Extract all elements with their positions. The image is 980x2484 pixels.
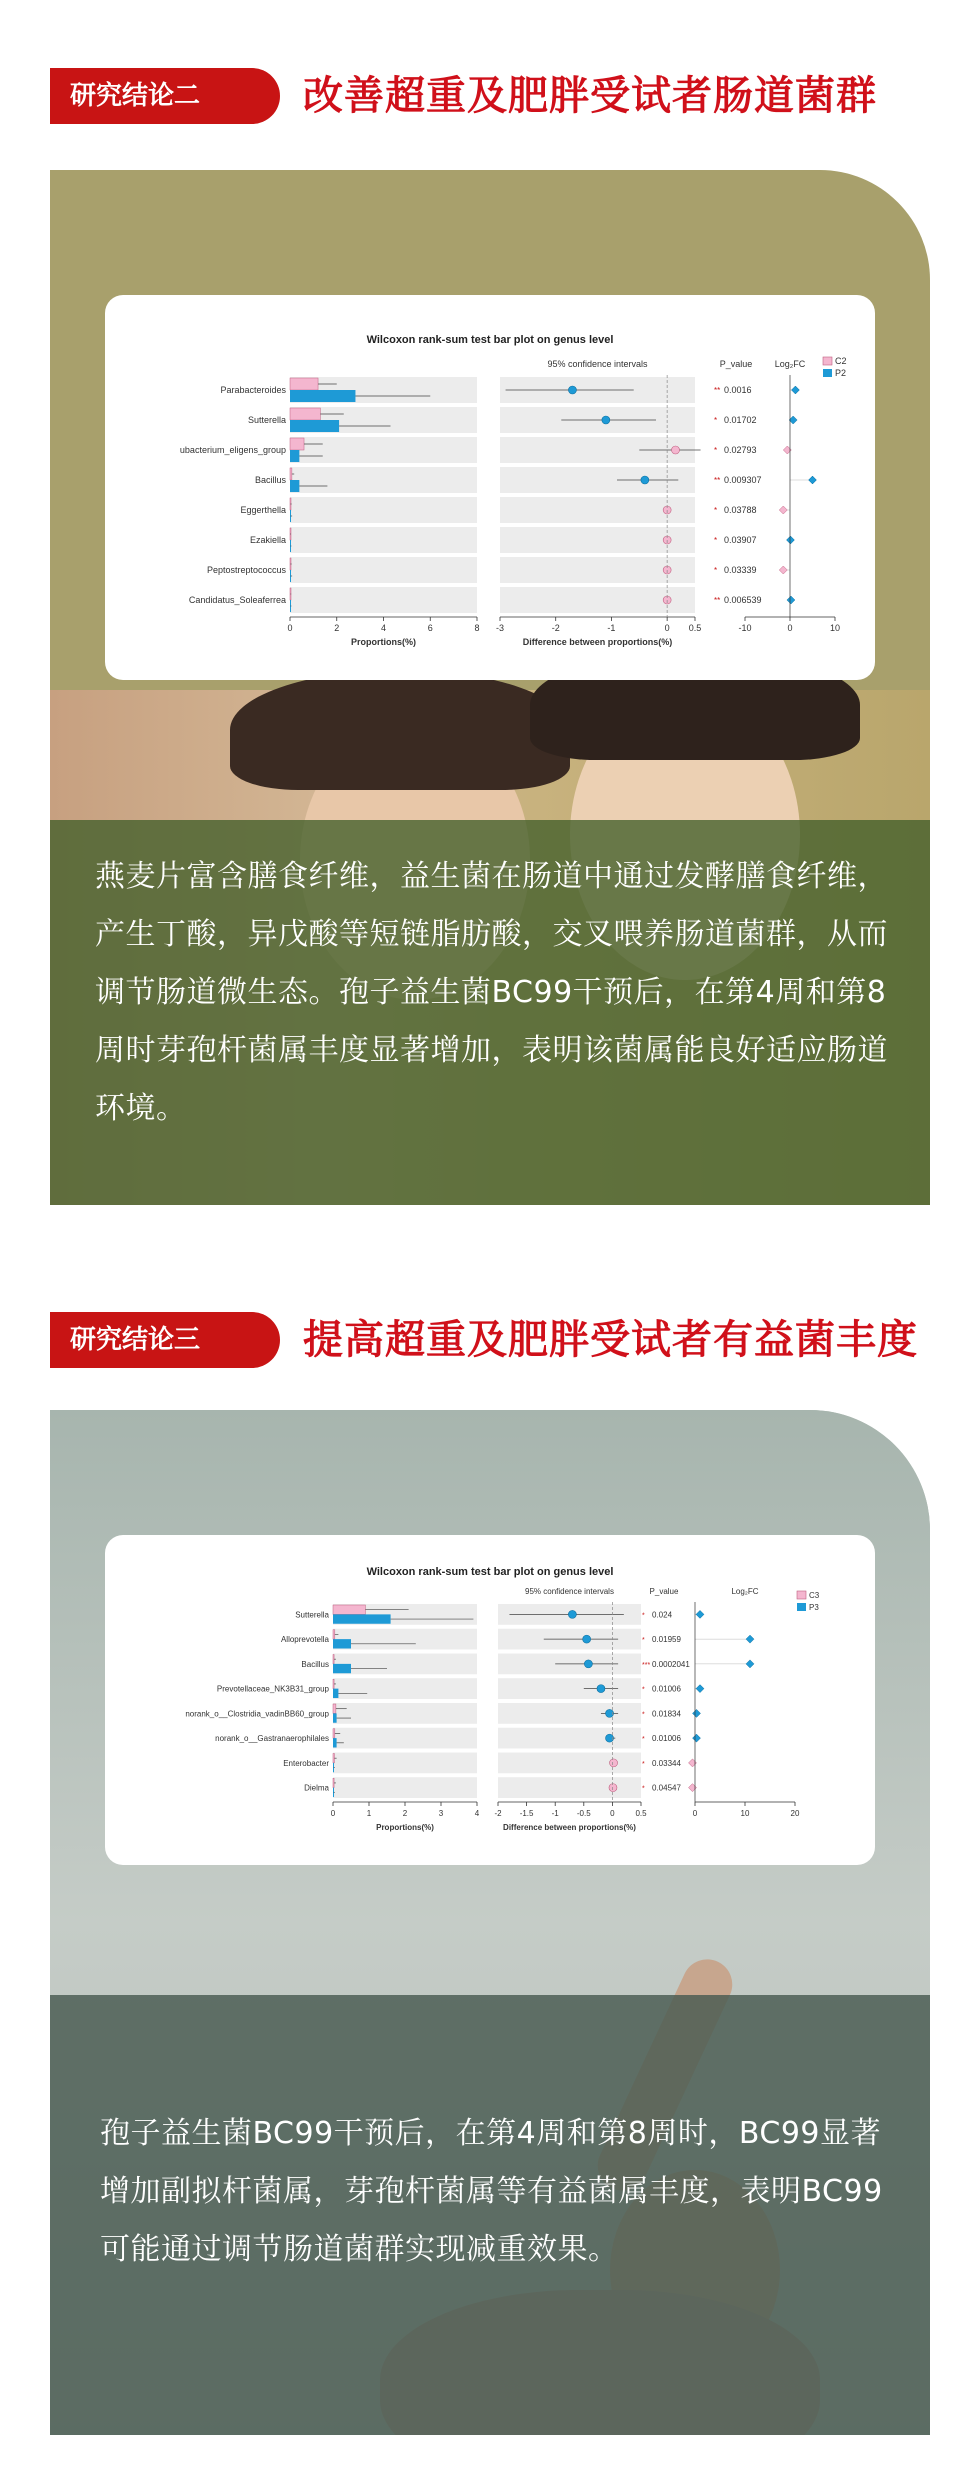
diff-axis-label: Difference between proportions(%) — [522, 637, 673, 647]
bar-probiotic — [333, 1738, 337, 1747]
pvalue: 0.01834 — [652, 1709, 681, 1719]
ci-label: 95% confidence intervals — [525, 1587, 614, 1596]
bar-probiotic — [333, 1689, 338, 1698]
diff-point — [609, 1784, 617, 1792]
bar-probiotic — [290, 390, 355, 402]
bar-probiotic — [290, 480, 299, 492]
category-label: Parabacteroides — [220, 385, 286, 395]
row-background — [290, 437, 477, 463]
diff-point — [602, 416, 610, 424]
x-tick-label: 0 — [287, 623, 293, 633]
bar-control — [333, 1729, 335, 1738]
x-tick-label: 8 — [474, 623, 480, 633]
bar-control — [333, 1655, 334, 1664]
section-header-1 — [50, 68, 930, 124]
pvalue: 0.024 — [652, 1610, 673, 1620]
diff-tick-label: -1 — [551, 1809, 559, 1818]
bar-control — [333, 1754, 334, 1763]
category-label: Bacillus — [301, 1659, 329, 1669]
chart-card-2 — [105, 1535, 875, 1865]
section-body-text: 燕麦片富含膳食纤维，益生菌在肠道中通过发酵膳食纤维，产生丁酸，异戊酸等短链脂肪酸，交叉喂养肠道菌群，从而调节肠道微生态。孢子益生菌BC99干预后，在第4周和第8周时芽孢杆菌属丰度显著增加，表明该菌属能良好适应肠道环境。 — [95, 859, 888, 1126]
pvalue: 0.01702 — [724, 415, 757, 425]
x-tick-label: 3 — [438, 1809, 444, 1818]
diff-tick-label: 0.5 — [688, 623, 702, 633]
legend-label-probiotic: P3 — [809, 1603, 819, 1612]
pvalue-stars: * — [642, 1637, 645, 1645]
pvalue-stars: * — [714, 446, 718, 455]
row-background — [290, 557, 477, 583]
log2fc-marker — [746, 1635, 754, 1643]
bar-control — [333, 1778, 334, 1787]
bar-control — [290, 468, 292, 480]
row-background — [333, 1753, 477, 1774]
category-label: Enterobacter — [283, 1758, 329, 1768]
category-label: Candidatus_Soleaferrea — [188, 595, 286, 605]
diff-tick-label: -3 — [495, 623, 505, 633]
log2fc-marker — [787, 596, 795, 604]
bar-probiotic — [290, 450, 299, 462]
log2fc-marker — [693, 1734, 701, 1742]
legend-label-control: C2 — [835, 356, 847, 366]
pvalue-stars: * — [714, 416, 718, 425]
pvalue-stars: * — [642, 1711, 645, 1719]
diff-row-background — [498, 1678, 641, 1699]
text-overlay-2 — [50, 1995, 930, 2435]
bar-probiotic — [333, 1713, 337, 1722]
x-axis-label: Proportions(%) — [376, 1823, 434, 1832]
chart-title: Wilcoxon rank-sum test bar plot on genus level — [366, 1566, 614, 1578]
pvalue-stars: ** — [714, 596, 721, 605]
log2fc-marker — [786, 536, 794, 544]
log2fc-tick-label: 0 — [692, 1809, 698, 1818]
log2fc-tick-label: -10 — [738, 623, 752, 633]
pvalue-stars: * — [642, 1760, 645, 1768]
category-label: norank_o__Clostridia_vadinBB60_group — [185, 1709, 329, 1719]
row-background — [333, 1703, 477, 1724]
log2fc-marker — [779, 506, 787, 514]
pvalue-stars: * — [714, 566, 718, 575]
row-background — [333, 1728, 477, 1749]
log2fc-marker — [789, 416, 797, 424]
pvalue-stars: * — [642, 1785, 645, 1793]
text-overlay-1 — [50, 820, 930, 1205]
section-title: 提高超重及肥胖受试者有益菌丰度 — [303, 1317, 918, 1363]
diff-tick-label: -1 — [607, 623, 616, 633]
bar-control — [290, 438, 304, 450]
diff-row-background — [498, 1703, 641, 1724]
section-body-text: 孢子益生菌BC99干预后，在第4周和第8周时，BC99显著增加副拟杆菌属，芽孢杆菌属等有益菌属丰度，表明BC99可能通过调节肠道菌群实现减重效果。 — [100, 2116, 883, 2267]
pvalue: 0.01006 — [652, 1684, 681, 1694]
diff-point — [583, 1635, 591, 1643]
bar-control — [333, 1605, 365, 1614]
wilcoxon-chart-1 — [105, 295, 875, 680]
x-tick-label: 2 — [402, 1809, 408, 1818]
category-label: Ezakiella — [249, 535, 286, 545]
ci-label: 95% confidence intervals — [547, 359, 648, 369]
pvalue: 0.0002041 — [652, 1659, 690, 1669]
pvalue-stars: * — [714, 536, 718, 545]
bar-probiotic — [333, 1664, 351, 1673]
legend-swatch-control — [797, 1591, 806, 1599]
log2fc-marker — [779, 566, 787, 574]
pvalue: 0.01006 — [652, 1734, 681, 1744]
diff-tick-label: -0.5 — [576, 1809, 591, 1818]
x-tick-label: 4 — [474, 1809, 480, 1818]
pvalue-stars: * — [642, 1612, 645, 1620]
x-axis-label: Proportions(%) — [351, 637, 416, 647]
category-label: norank_o__Gastranaerophilales — [215, 1734, 329, 1744]
bar-control — [333, 1679, 334, 1688]
diff-tick-label: -2 — [494, 1809, 502, 1818]
diff-point — [584, 1660, 592, 1668]
x-tick-label: 0 — [330, 1809, 336, 1818]
log2fc-tick-label: 10 — [829, 623, 841, 633]
legend-label-probiotic: P2 — [835, 368, 847, 378]
x-tick-label: 1 — [366, 1809, 372, 1818]
pvalue-stars: ** — [714, 476, 721, 485]
diff-tick-label: 0.5 — [635, 1809, 647, 1818]
x-tick-label: 2 — [334, 623, 340, 633]
section-header-2 — [50, 1312, 930, 1368]
bar-control — [290, 408, 320, 420]
diff-axis-label: Difference between proportions(%) — [503, 1823, 636, 1832]
legend-swatch-probiotic — [823, 369, 832, 377]
log2fc-marker — [696, 1685, 704, 1693]
diff-point — [610, 1759, 618, 1767]
row-background — [290, 527, 477, 553]
pvalue-stars: *** — [642, 1661, 651, 1669]
category-label: ubacterium_eligens_group — [179, 445, 286, 455]
section-panel-1 — [50, 170, 930, 1205]
row-background — [333, 1654, 477, 1675]
log2fc-marker — [696, 1610, 704, 1618]
row-background — [290, 587, 477, 613]
pvalue: 0.009307 — [724, 475, 762, 485]
section-title: 改善超重及肥胖受试者肠道菌群 — [303, 73, 877, 119]
diff-point — [597, 1685, 605, 1693]
diff-point — [672, 446, 680, 454]
pvalue-stars: * — [642, 1686, 645, 1694]
hair-left — [230, 670, 570, 790]
category-label: Sutterella — [247, 415, 286, 425]
row-background — [333, 1678, 477, 1699]
diff-tick-label: -2 — [551, 623, 560, 633]
bar-control — [290, 378, 318, 390]
bar-control — [333, 1704, 336, 1713]
pvalue: 0.03907 — [724, 535, 757, 545]
pvalue-header: P_value — [719, 359, 753, 369]
diff-point — [568, 386, 576, 394]
pvalue: 0.02793 — [724, 445, 757, 455]
bar-probiotic — [333, 1639, 351, 1648]
diff-row-background — [498, 1728, 641, 1749]
pvalue: 0.006539 — [724, 595, 762, 605]
chart-card-1 — [105, 295, 875, 680]
bar-probiotic — [333, 1614, 391, 1623]
pvalue: 0.04547 — [652, 1783, 681, 1793]
category-label: Bacillus — [254, 475, 286, 485]
pvalue: 0.03788 — [724, 505, 757, 515]
section-badge: 研究结论三 — [50, 1312, 280, 1368]
diff-row-background — [498, 1753, 641, 1774]
log2fc-tick-label: 10 — [740, 1809, 750, 1818]
diff-tick-label: 0 — [664, 623, 670, 633]
x-tick-label: 6 — [427, 623, 433, 633]
bar-probiotic — [290, 420, 339, 432]
diff-tick-label: -1.5 — [519, 1809, 534, 1818]
diff-row-background — [498, 1777, 641, 1798]
legend-label-control: C3 — [809, 1591, 820, 1600]
category-label: Prevotellaceae_NK3B31_group — [216, 1684, 329, 1694]
log2fc-marker — [809, 476, 817, 484]
wilcoxon-chart-2 — [105, 1535, 875, 1865]
pvalue-stars: * — [714, 506, 718, 515]
section-panel-2 — [50, 1410, 930, 2435]
category-label: Dielma — [304, 1783, 329, 1793]
category-label: Peptostreptococcus — [206, 565, 286, 575]
chart-title: Wilcoxon rank-sum test bar plot on genus level — [366, 334, 614, 346]
log2fc-header: Log₂FC — [774, 359, 806, 369]
log2fc-marker — [791, 386, 799, 394]
diff-point — [641, 476, 649, 484]
category-label: Eggerthella — [240, 505, 286, 515]
pvalue: 0.0016 — [724, 385, 752, 395]
bar-control — [333, 1630, 335, 1639]
log2fc-marker — [693, 1709, 701, 1717]
section-badge: 研究结论二 — [50, 68, 280, 124]
pvalue: 0.03339 — [724, 565, 757, 575]
row-background — [290, 497, 477, 523]
pvalue: 0.03344 — [652, 1758, 681, 1768]
x-tick-label: 4 — [380, 623, 387, 633]
log2fc-marker — [746, 1660, 754, 1668]
log2fc-tick-label: 0 — [787, 623, 793, 633]
pvalue-stars: ** — [714, 386, 721, 395]
pvalue: 0.01959 — [652, 1635, 681, 1645]
row-background — [333, 1629, 477, 1650]
pvalue-stars: * — [642, 1736, 645, 1744]
row-background — [290, 467, 477, 493]
diff-point — [568, 1610, 576, 1618]
category-label: Alloprevotella — [280, 1635, 329, 1645]
diff-tick-label: 0 — [610, 1809, 615, 1818]
category-label: Sutterella — [295, 1610, 329, 1620]
legend-swatch-probiotic — [797, 1603, 806, 1611]
log2fc-tick-label: 20 — [790, 1809, 800, 1818]
log2fc-header: Log₂FC — [731, 1587, 759, 1596]
legend-swatch-control — [823, 357, 832, 365]
pvalue-header: P_value — [649, 1587, 679, 1596]
row-background — [333, 1777, 477, 1798]
